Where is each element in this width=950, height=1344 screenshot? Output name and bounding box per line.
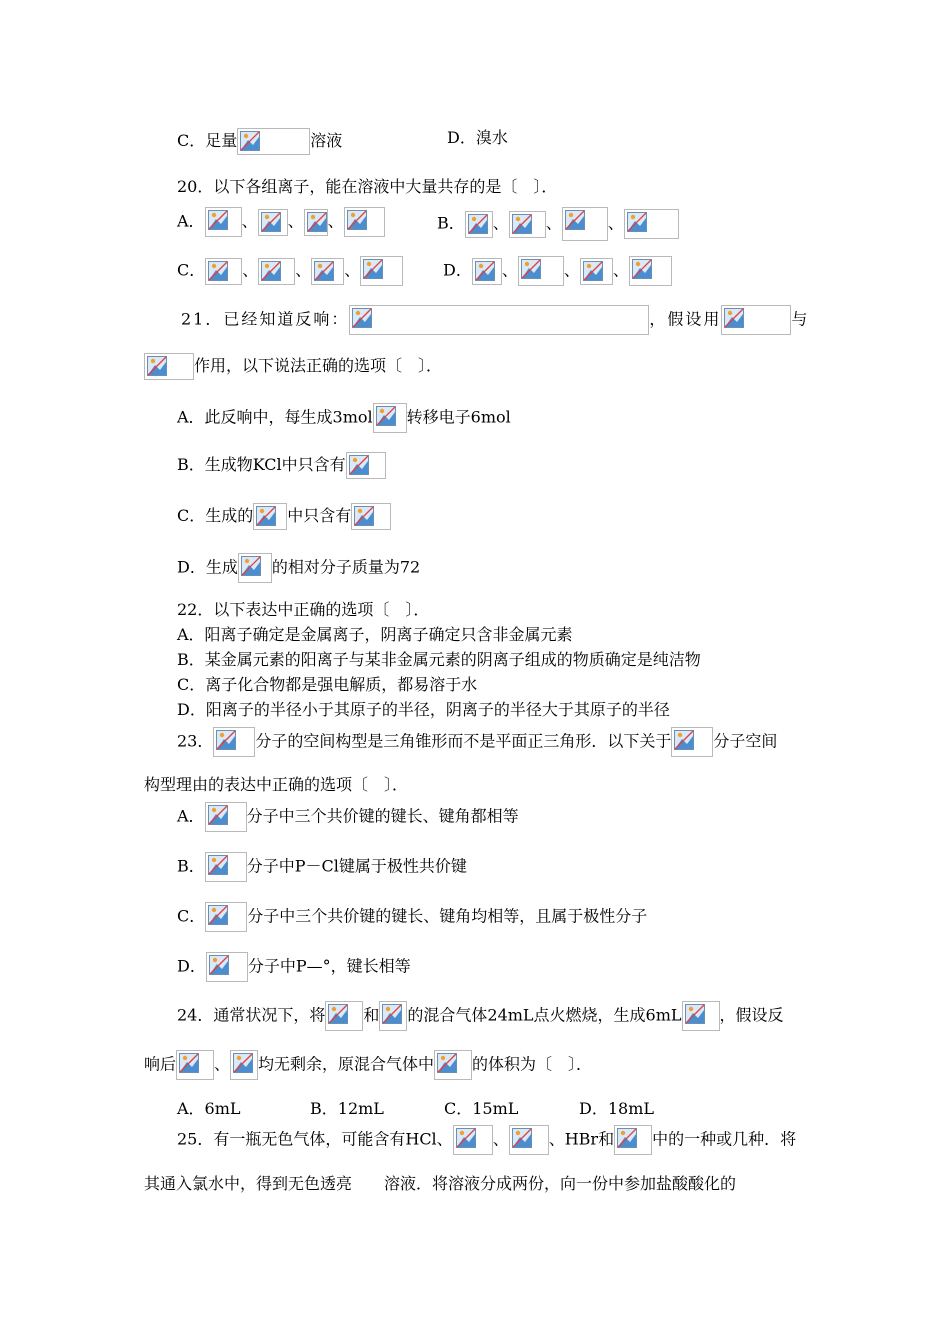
q20-option-d: D． 、 、 、 [443, 256, 672, 286]
q21-option-d: D．生成 的相对分子质量为72 [177, 553, 420, 583]
q23-option-c: C． 分子中三个共价键的键长、键角均相等，且属于极性分子 [177, 902, 647, 932]
formula-image [238, 553, 272, 583]
ion-image [624, 209, 679, 239]
ion-image [205, 207, 242, 237]
formula-image [237, 128, 310, 155]
gas-image [325, 1001, 363, 1031]
molecule-image [213, 727, 255, 757]
q21-option-b: B．生成物KCl中只含有 [177, 452, 386, 479]
q23-option-d: D． 分子中P—°，键长相等 [177, 952, 411, 982]
molecule-image [205, 802, 247, 832]
formula-image [373, 403, 407, 433]
ion-image [465, 211, 493, 238]
q25-stem: 25．有一瓶无色气体，可能含有HCl、 、 、HBr和 中的一种或几种．将 [177, 1125, 796, 1155]
ion-image [629, 256, 672, 286]
q24-stem-line2: 响后 、 均无剩余，原混合气体中 的体积为〔 〕． [144, 1050, 592, 1080]
q23-stem-line2: 构型理由的表达中正确的选项〔 〕． [144, 775, 409, 794]
ion-image [472, 258, 502, 285]
reactant-image [144, 353, 194, 380]
q24-option-b: B．12mL [310, 1099, 384, 1118]
reaction-equation-image [349, 305, 649, 335]
q21-stem: 21．已经知道反响： ，假设用 与 [181, 305, 809, 335]
q23-option-a: A． 分子中三个共价键的键长、键角都相等 [177, 802, 519, 832]
gas-image [682, 1001, 720, 1031]
gas-image [434, 1050, 472, 1080]
molecule-image [205, 852, 247, 882]
q21-option-a: A．此反响中，每生成3mol 转移电子6mol [177, 403, 511, 433]
ion-image [562, 207, 608, 241]
formula-image [351, 503, 391, 530]
q22-option-b: B．某金属元素的阳离子与某非金属元素的阴离子组成的物质确定是纯洁物 [177, 650, 701, 669]
q22-option-c: C．离子化合物都是强电解质，都易溶于水 [177, 675, 478, 694]
ion-image [205, 258, 242, 285]
gas-image [453, 1125, 493, 1155]
q22-option-a: A．阳离子确定是金属离子，阴离子确定只含非金属元素 [177, 625, 573, 644]
q20-stem: 20．以下各组离子，能在溶液中大量共存的是〔 〕． [177, 177, 558, 196]
ion-image [304, 209, 328, 236]
gas-image [379, 1001, 407, 1031]
reactant-image [721, 305, 791, 335]
q19-option-c: C．足量 溶液 [177, 128, 342, 155]
q20-option-a: A． 、 、 、 [177, 207, 385, 237]
formula-image [253, 503, 287, 530]
q24-option-d: D．18mL [579, 1099, 654, 1118]
q24-stem: 24．通常状况下，将 和 的混合气体24mL点火燃烧，生成6mL ，假设反 [177, 1001, 784, 1031]
q23-stem: 23． 分子的空间构型是三角锥形而不是平面正三角形．以下关于 分子空间 [177, 727, 777, 757]
gas-image [230, 1050, 258, 1080]
q21-stem-line2: 作用，以下说法正确的选项〔 〕． [144, 353, 442, 380]
ion-image [344, 207, 385, 237]
q22-stem: 22．以下表达中正确的选项〔 〕． [177, 600, 430, 619]
q24-option-a: A．6mL [177, 1099, 241, 1118]
ion-image [258, 209, 288, 236]
ion-image [258, 258, 295, 285]
q19-option-d: D．溴水 [447, 128, 508, 147]
ion-image [518, 256, 564, 286]
molecule-image [206, 952, 248, 982]
q24-option-c: C．15mL [444, 1099, 519, 1118]
q22-option-d: D．阳离子的半径小于其原子的半径，阴离子的半径大于其原子的半径 [177, 700, 670, 719]
q20-option-b: B． 、 、 、 [437, 207, 679, 241]
q25-stem-line2: 其通入氯水中，得到无色透亮 溶液．将溶液分成两份，向一份中参加盐酸酸化的 [144, 1174, 737, 1193]
q20-option-c: C． 、 、 、 [177, 256, 403, 286]
q23-option-b: B． 分子中P－Cl键属于极性共价键 [177, 852, 467, 882]
gas-image [614, 1125, 652, 1155]
ion-image [580, 258, 613, 285]
gas-image [176, 1050, 214, 1080]
ion-image [360, 256, 403, 286]
molecule-image [671, 727, 713, 757]
molecule-image [205, 902, 247, 932]
formula-image [346, 452, 386, 479]
gas-image [509, 1125, 549, 1155]
ion-image [509, 211, 546, 238]
q21-option-c: C．生成的 中只含有 [177, 503, 391, 530]
ion-image [311, 258, 344, 285]
